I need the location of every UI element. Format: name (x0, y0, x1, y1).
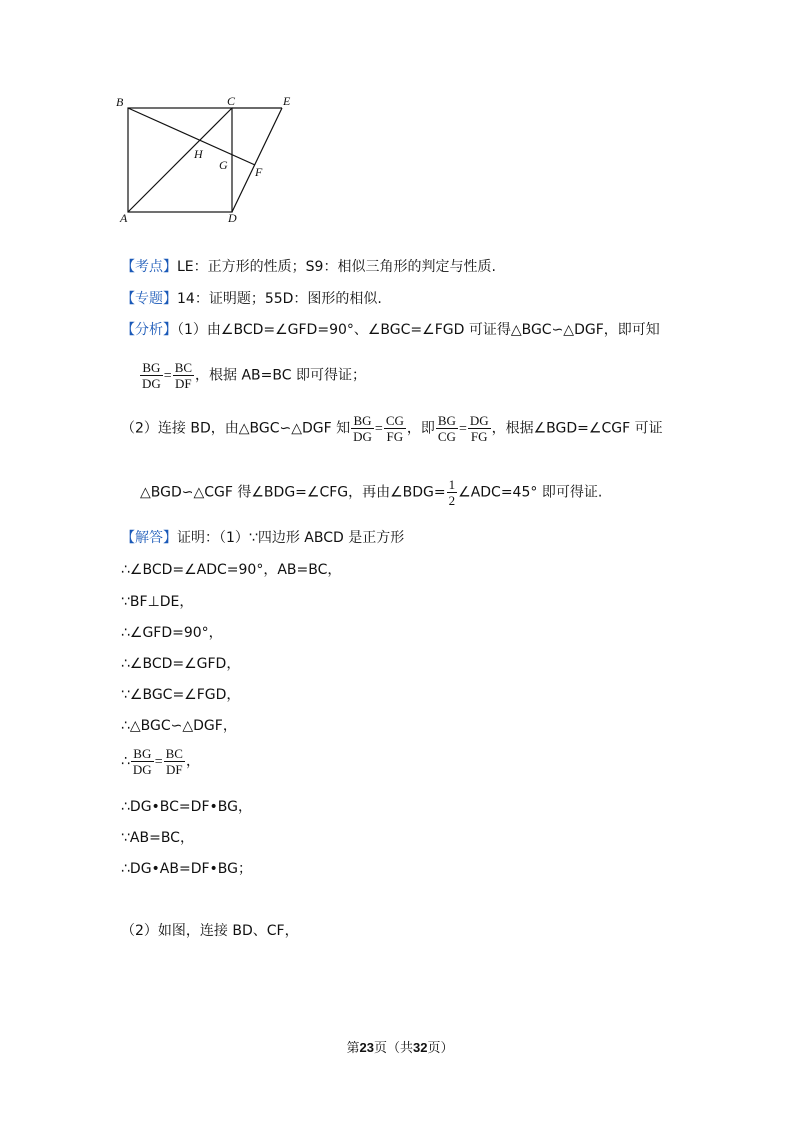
zhuanti-tag: 【专题】 (121, 291, 177, 307)
label-h: H (194, 147, 203, 161)
label-f: F (255, 165, 263, 179)
fenxi-line3: （2）连接 BD，由△BGC∽△DGF 知 $\frac{BG}{DG}$ = $\frac{CG}{FG}$ ，即 $\frac{BG}{CG}$ = $\frac{DG}{FG}$ ，根据∠BGD=∠CGF 可证 (121, 413, 663, 444)
kaodian-text: LE：正方形的性质；S9：相似三角形的判定与性质. (177, 259, 496, 275)
proof-line: ∵∠BGC=∠FGD， (121, 687, 241, 703)
fenxi-tag: 【分析】 (121, 322, 177, 338)
geometry-figure (110, 88, 310, 230)
fenxi-line2: $\frac{BG}{DG}$ = $\frac{BC}{DF}$ ，根据 AB=BC 即可得证； (142, 360, 366, 391)
fenxi-line1 (121, 319, 660, 339)
jieda-head-text: 证明：（1）∵四边形 ABCD 是正方形 (177, 530, 405, 546)
jieda-tag: 【解答】 (121, 530, 177, 546)
fenxi-text2: ，根据 AB=BC 即可得证； (195, 367, 366, 384)
part2-line: （2）如图，连接 BD、CF， (121, 923, 299, 939)
fraction-cg-fg: $\frac{CG}{FG}$ (385, 413, 404, 444)
kaodian-line (121, 256, 496, 276)
fraction-bc-df-2: $\frac{BC}{DF}$ (165, 746, 183, 777)
proof-fraction-line: ∴ $\frac{BG}{DG}$ = $\frac{BC}{DF}$ ， (121, 746, 200, 777)
proof-line: ∴DG•BC=DF•BG， (121, 799, 252, 815)
proof-line: ∴∠GFD=90°， (121, 625, 223, 641)
total-pages: 32 (413, 1040, 428, 1055)
zhuanti-line (121, 288, 382, 308)
segment-bf (128, 108, 255, 165)
label-a: A (120, 211, 128, 225)
label-e: E (283, 94, 291, 108)
fraction-bg-dg: $\frac{BG}{DG}$ (142, 360, 161, 391)
proof-line: ∵BF⊥DE， (121, 594, 194, 610)
kaodian-tag: 【考点】 (121, 259, 177, 275)
jieda-head (121, 527, 404, 547)
label-g: G (219, 158, 228, 172)
proof-line: ∴DG•AB=DF•BG； (121, 861, 253, 877)
label-b: B (116, 95, 124, 109)
zhuanti-text: 14：证明题；55D：图形的相似. (177, 291, 382, 307)
proof-line: ∵AB=BC， (121, 830, 194, 846)
fraction-bg-cg: $\frac{BG}{CG}$ (437, 413, 456, 444)
fraction-bg-dg-3: $\frac{BG}{DG}$ (132, 746, 152, 777)
fraction-bg-dg-2: $\frac{BG}{DG}$ (353, 413, 372, 444)
proof-line: ∴∠BCD=∠ADC=90°，AB=BC， (121, 562, 342, 578)
segment-de (232, 108, 282, 212)
fraction-one-half: $\frac{1}{2}$ (448, 477, 456, 508)
label-c: C (227, 94, 236, 108)
fraction-dg-fg: $\frac{DG}{FG}$ (469, 413, 489, 444)
fenxi-text1: （1）由∠BCD=∠GFD=90°、∠BGC=∠FGD 可证得△BGC∽△DGF，即可知 (177, 322, 660, 338)
page-footer: 第23页（共32页） (346, 1040, 454, 1055)
fenxi-line4: △BGD∽△CGF 得∠BDG=∠CFG，再由∠BDG= $\frac{1}{2}$ ∠ADC=45° 即可得证. (140, 477, 603, 508)
label-d: D (228, 211, 237, 225)
proof-line: ∴△BGC∽△DGF， (121, 718, 237, 734)
fraction-bc-df: $\frac{BC}{DF}$ (174, 360, 193, 391)
proof-line: ∴∠BCD=∠GFD， (121, 656, 241, 672)
segment-ac (128, 108, 232, 212)
page-number: 23 (359, 1040, 374, 1055)
